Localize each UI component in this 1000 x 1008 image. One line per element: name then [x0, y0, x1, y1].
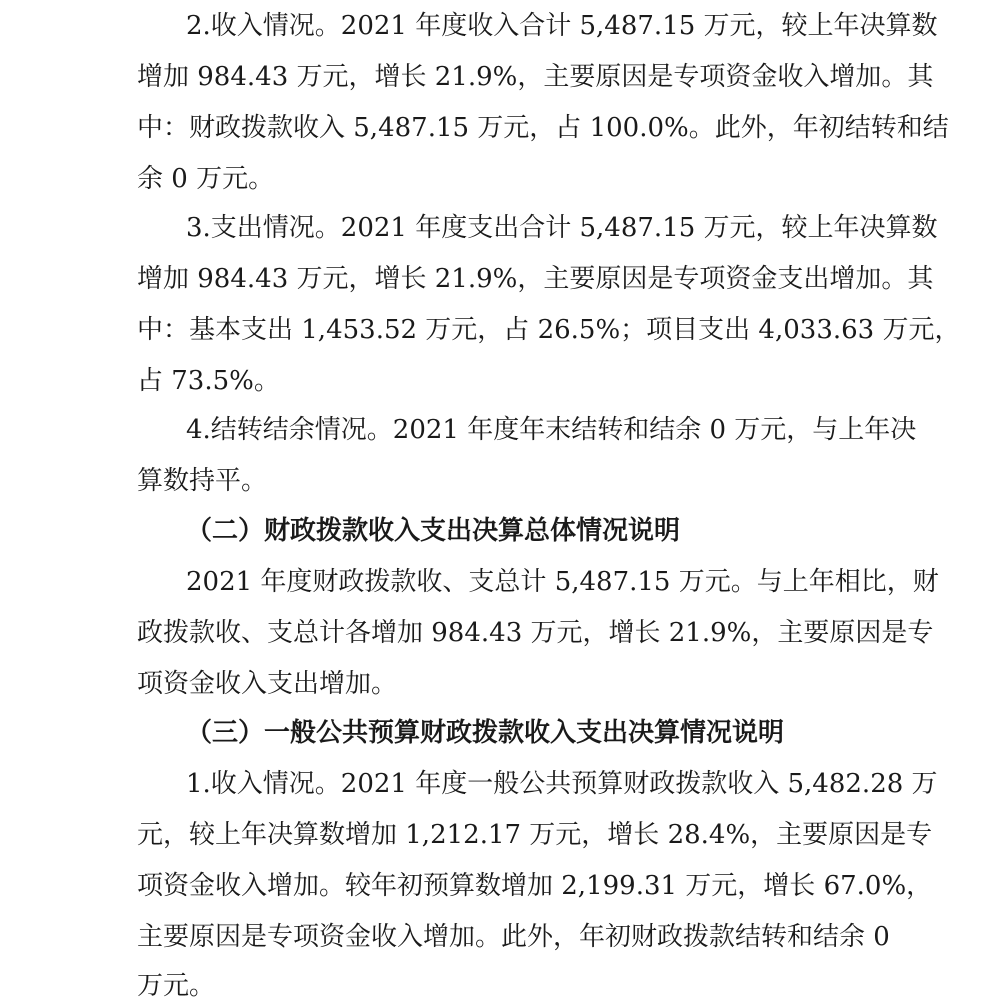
paragraph-expense-line-2: 增加 984.43 万元，增长 21.9%，主要原因是专项资金支出增加。其 — [137, 264, 934, 294]
paragraph-income-line-4: 余 0 万元。 — [137, 164, 275, 194]
paragraph-fiscal-line-2: 政拨款收、支总计各增加 984.43 万元，增长 21.9%，主要原因是专 — [137, 618, 934, 648]
paragraph-fiscal-line-3: 项资金收入支出增加。 — [137, 669, 398, 699]
paragraph-balance-line-1: 4.结转结余情况。2021 年度年末结转和结余 0 万元，与上年决 — [186, 415, 917, 445]
paragraph-expense-line-1: 3.支出情况。2021 年度支出合计 5,487.15 万元，较上年决算数 — [186, 213, 938, 243]
paragraph-expense-line-3: 中：基本支出 1,453.52 万元，占 26.5%；项目支出 4,033.63 万元， — [137, 315, 961, 345]
paragraph-balance-line-2: 算数持平。 — [137, 466, 268, 496]
paragraph-general-line-4: 主要原因是专项资金收入增加。此外，年初财政拨款结转和结余 0 — [137, 922, 890, 952]
paragraph-general-line-5: 万元。 — [137, 971, 216, 1001]
section-heading-2: （二）财政拨款收入支出决算总体情况说明 — [186, 516, 681, 546]
paragraph-fiscal-line-1: 2021 年度财政拨款收、支总计 5,487.15 万元。与上年相比，财 — [186, 567, 939, 597]
paragraph-income-line-1: 2.收入情况。2021 年度收入合计 5,487.15 万元，较上年决算数 — [186, 11, 938, 41]
paragraph-income-line-2: 增加 984.43 万元，增长 21.9%，主要原因是专项资金收入增加。其 — [137, 62, 934, 92]
paragraph-general-line-2: 元，较上年决算数增加 1,212.17 万元，增长 28.4%，主要原因是专 — [137, 820, 933, 850]
paragraph-expense-line-4: 占 73.5%。 — [137, 366, 280, 396]
section-heading-3: （三）一般公共预算财政拨款收入支出决算情况说明 — [186, 718, 785, 748]
paragraph-general-line-1: 1.收入情况。2021 年度一般公共预算财政拨款收入 5,482.28 万 — [186, 769, 938, 799]
paragraph-general-line-3: 项资金收入增加。较年初预算数增加 2,199.31 万元，增长 67.0%， — [137, 871, 933, 901]
paragraph-income-line-3: 中：财政拨款收入 5,487.15 万元，占 100.0%。此外，年初结转和结 — [137, 113, 949, 143]
